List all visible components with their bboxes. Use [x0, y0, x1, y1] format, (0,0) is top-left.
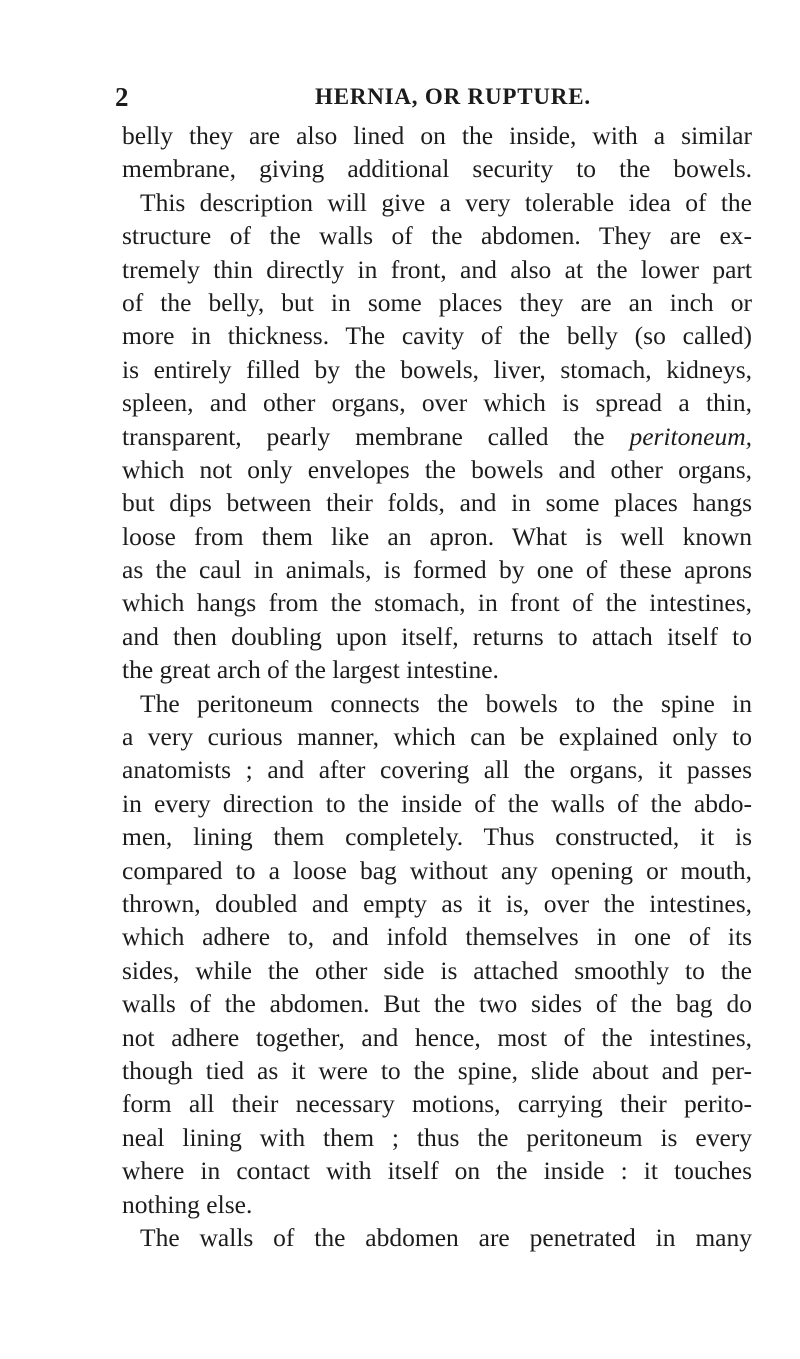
text-line: as the caul in animals, is formed by one of these aprons [122, 555, 752, 585]
running-head [115, 82, 755, 112]
text-line: and then doubling upon itself, returns to attach itself to [122, 621, 752, 651]
text-line: This description will give a very tolerable idea of the [140, 187, 752, 217]
text-line: where in contact with itself on the inside : it touches [122, 1156, 752, 1186]
text-line: compared to a loose bag without any opening or mouth, [122, 855, 752, 885]
text-line: belly they are also lined on the inside, with a similar [122, 121, 752, 150]
text-line: form all their necessary motions, carrying their perito- [122, 1089, 752, 1119]
text-line [122, 420, 752, 453]
text-line: loose from them like an apron. What is well known [122, 521, 752, 551]
body-text [122, 119, 752, 1254]
text-line: The walls of the abdomen are penetrated in many [140, 1222, 752, 1252]
text-line: which hangs from the stomach, in front of the intestines, [122, 588, 752, 618]
page-number: 2 [115, 82, 129, 112]
text-line: nothing else. [122, 1189, 253, 1219]
italic-term-peritoneum: peritoneum, [629, 421, 752, 451]
text-line: is entirely filled by the bowels, liver, stomach, kidneys, [122, 354, 752, 384]
running-title: HERNIA, OR RUPTURE. [315, 84, 591, 109]
text-line: which adhere to, and infold themselves in one of its [122, 922, 752, 952]
text-line: but dips between their folds, and in some places hangs [122, 488, 752, 518]
text-line: men, lining them completely. Thus constructed, it is [122, 822, 752, 852]
text-line: The peritoneum connects the bowels to the spine in [140, 688, 752, 718]
text-line: thrown, doubled and empty as it is, over the intestines, [122, 888, 752, 918]
text-line: walls of the abdomen. But the two sides of the bag do [122, 989, 752, 1019]
text-line: neal lining with them ; thus the peritoneum is every [122, 1122, 752, 1152]
text-line: spleen, and other organs, over which is spread a thin, [122, 388, 752, 418]
text-line-start: transparent, pearly membrane called the [122, 421, 630, 451]
text-line: tremely thin directly in front, and also at the lower part [122, 254, 752, 284]
text-line: a very curious manner, which can be explained only to [122, 722, 752, 752]
text-line: not adhere together, and hence, most of the intestines, [122, 1022, 752, 1052]
text-line: of the belly, but in some places they are an inch or [122, 287, 752, 317]
text-line: the great arch of the largest intestine. [122, 655, 499, 685]
text-line: structure of the walls of the abdomen. They are ex- [122, 221, 752, 251]
text-line: in every direction to the inside of the walls of the abdo- [122, 788, 752, 818]
text-line: sides, while the other side is attached smoothly to the [122, 955, 752, 985]
text-line: though tied as it were to the spine, slide about and per- [122, 1055, 752, 1085]
text-line: which not only envelopes the bowels and other organs, [122, 454, 752, 484]
text-line: more in thickness. The cavity of the belly (so called) [122, 321, 752, 351]
text-line: anatomists ; and after covering all the organs, it passes [122, 755, 752, 785]
text-line: membrane, giving additional security to the bowels. [122, 154, 752, 184]
